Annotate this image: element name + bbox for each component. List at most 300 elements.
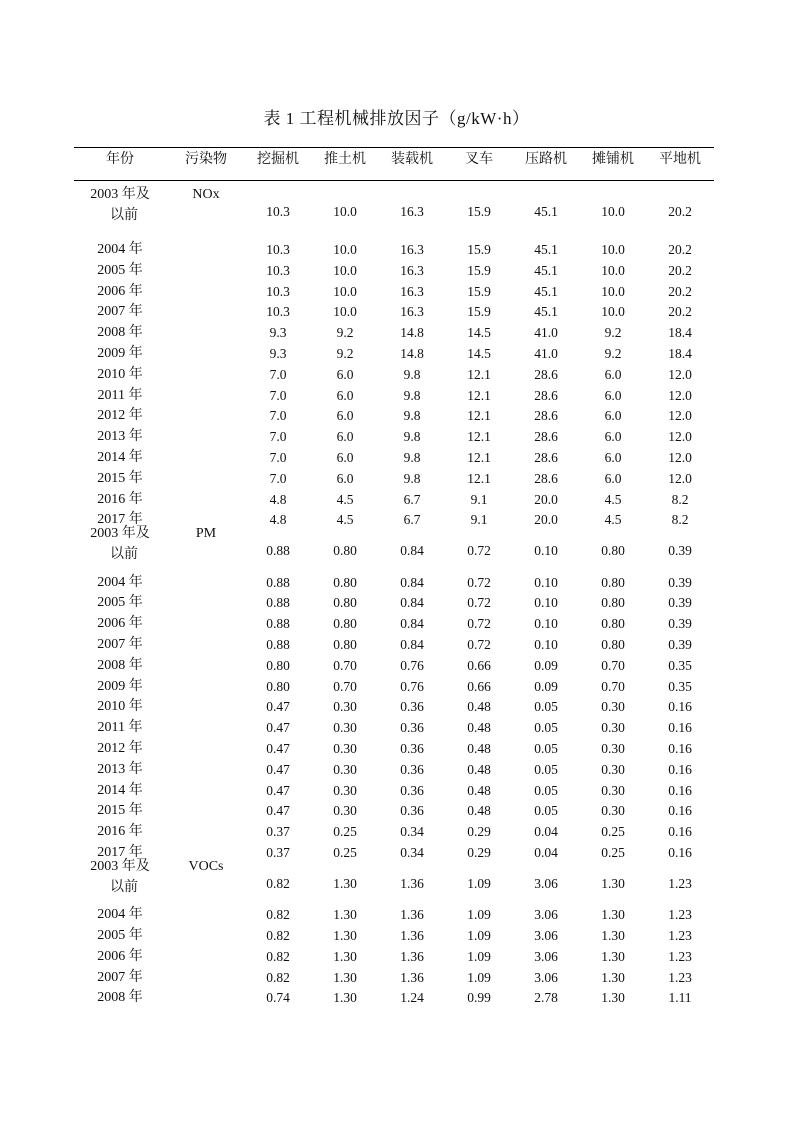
value-cell: 14.5 bbox=[467, 325, 491, 340]
value-cell: 12.0 bbox=[668, 450, 692, 465]
value-cell: 4.8 bbox=[269, 512, 287, 527]
table-title: 表 1 工程机械排放因子（g/kW·h） bbox=[263, 109, 530, 128]
year-cell: 2015 年 bbox=[97, 803, 143, 818]
value-cell: 10.0 bbox=[333, 242, 357, 257]
value-cell: 0.82 bbox=[266, 876, 290, 891]
value-cell: 1.30 bbox=[333, 928, 357, 943]
value-cell: 0.80 bbox=[333, 595, 357, 610]
value-cell: 3.06 bbox=[534, 949, 558, 964]
value-cell: 6.0 bbox=[336, 471, 354, 486]
value-cell: 10.3 bbox=[266, 263, 290, 278]
value-cell: 0.39 bbox=[668, 575, 692, 590]
value-cell: 20.2 bbox=[668, 304, 692, 319]
value-cell: 10.0 bbox=[601, 304, 625, 319]
value-cell: 0.36 bbox=[400, 783, 424, 798]
value-cell: 28.6 bbox=[534, 388, 558, 403]
value-cell: 1.24 bbox=[400, 990, 424, 1005]
value-cell: 0.84 bbox=[400, 575, 424, 590]
value-cell: 1.30 bbox=[333, 907, 357, 922]
value-cell: 16.3 bbox=[400, 284, 424, 299]
value-cell: 0.48 bbox=[467, 699, 491, 714]
value-cell: 0.29 bbox=[467, 824, 491, 839]
value-cell: 9.8 bbox=[403, 429, 421, 444]
value-cell: 0.16 bbox=[668, 783, 692, 798]
value-cell: 28.6 bbox=[534, 367, 558, 382]
value-cell: 10.0 bbox=[333, 284, 357, 299]
value-cell: 8.2 bbox=[671, 492, 689, 507]
value-cell: 0.48 bbox=[467, 783, 491, 798]
value-cell: 7.0 bbox=[269, 429, 287, 444]
value-cell: 0.88 bbox=[266, 616, 290, 631]
value-cell: 0.80 bbox=[333, 637, 357, 652]
value-cell: 0.66 bbox=[467, 658, 491, 673]
value-cell: 0.39 bbox=[668, 637, 692, 652]
value-cell: 6.0 bbox=[604, 367, 622, 382]
value-cell: 6.0 bbox=[604, 408, 622, 423]
value-cell: 0.16 bbox=[668, 845, 692, 860]
value-cell: 0.84 bbox=[400, 595, 424, 610]
value-cell: 9.8 bbox=[403, 408, 421, 423]
value-cell: 7.0 bbox=[269, 388, 287, 403]
value-cell: 16.3 bbox=[400, 304, 424, 319]
value-cell: 0.72 bbox=[467, 575, 491, 590]
value-cell: 41.0 bbox=[534, 346, 558, 361]
value-cell: 20.0 bbox=[534, 492, 558, 507]
value-cell: 10.3 bbox=[266, 304, 290, 319]
value-cell: 0.82 bbox=[266, 970, 290, 985]
value-cell: 0.05 bbox=[534, 720, 558, 735]
value-cell: 0.09 bbox=[534, 679, 558, 694]
value-cell: 16.3 bbox=[400, 242, 424, 257]
value-cell: 0.80 bbox=[601, 637, 625, 652]
value-cell: 10.0 bbox=[601, 284, 625, 299]
value-cell: 1.30 bbox=[601, 949, 625, 964]
value-cell: 0.47 bbox=[266, 699, 290, 714]
value-cell: 1.23 bbox=[668, 907, 692, 922]
column-header: 推土机 bbox=[324, 152, 366, 167]
value-cell: 0.80 bbox=[266, 658, 290, 673]
value-cell: 0.30 bbox=[333, 741, 357, 756]
value-cell: 0.25 bbox=[333, 824, 357, 839]
value-cell: 9.1 bbox=[470, 492, 488, 507]
year-cell: 2011 年 bbox=[97, 720, 143, 735]
column-header: 压路机 bbox=[525, 152, 567, 167]
value-cell: 20.2 bbox=[668, 204, 692, 219]
value-cell: 1.36 bbox=[400, 907, 424, 922]
value-cell: 0.35 bbox=[668, 679, 692, 694]
value-cell: 10.3 bbox=[266, 284, 290, 299]
value-cell: 9.2 bbox=[604, 346, 622, 361]
year-cell-continued: 以前 bbox=[110, 208, 138, 223]
value-cell: 12.0 bbox=[668, 471, 692, 486]
value-cell: 6.0 bbox=[604, 471, 622, 486]
value-cell: 1.23 bbox=[668, 949, 692, 964]
year-cell: 2008 年 bbox=[97, 990, 143, 1005]
value-cell: 1.30 bbox=[601, 876, 625, 891]
year-cell: 2011 年 bbox=[97, 388, 143, 403]
value-cell: 0.70 bbox=[333, 679, 357, 694]
year-cell: 2013 年 bbox=[97, 762, 143, 777]
value-cell: 0.70 bbox=[601, 658, 625, 673]
value-cell: 1.30 bbox=[601, 990, 625, 1005]
pollutant-cell: NOx bbox=[192, 187, 220, 202]
year-cell: 2013 年 bbox=[97, 429, 143, 444]
value-cell: 0.36 bbox=[400, 699, 424, 714]
year-cell: 2012 年 bbox=[97, 408, 143, 423]
value-cell: 0.66 bbox=[467, 679, 491, 694]
column-header: 污染物 bbox=[185, 152, 227, 167]
value-cell: 0.48 bbox=[467, 720, 491, 735]
value-cell: 0.30 bbox=[333, 762, 357, 777]
year-cell: 2010 年 bbox=[97, 367, 143, 382]
value-cell: 3.06 bbox=[534, 928, 558, 943]
value-cell: 0.88 bbox=[266, 543, 290, 558]
value-cell: 9.8 bbox=[403, 471, 421, 486]
year-cell-continued: 以前 bbox=[110, 880, 138, 895]
value-cell: 0.30 bbox=[333, 803, 357, 818]
value-cell: 4.5 bbox=[336, 492, 354, 507]
value-cell: 0.29 bbox=[467, 845, 491, 860]
year-cell: 2005 年 bbox=[97, 595, 143, 610]
value-cell: 10.0 bbox=[601, 263, 625, 278]
value-cell: 6.0 bbox=[604, 429, 622, 444]
value-cell: 0.36 bbox=[400, 762, 424, 777]
value-cell: 16.3 bbox=[400, 263, 424, 278]
value-cell: 0.36 bbox=[400, 803, 424, 818]
value-cell: 0.48 bbox=[467, 803, 491, 818]
value-cell: 1.30 bbox=[601, 928, 625, 943]
value-cell: 3.06 bbox=[534, 970, 558, 985]
value-cell: 0.88 bbox=[266, 575, 290, 590]
column-header: 挖掘机 bbox=[257, 152, 299, 167]
value-cell: 4.5 bbox=[336, 512, 354, 527]
value-cell: 9.3 bbox=[269, 325, 287, 340]
value-cell: 12.1 bbox=[467, 388, 491, 403]
value-cell: 12.0 bbox=[668, 388, 692, 403]
value-cell: 0.39 bbox=[668, 595, 692, 610]
column-header: 装载机 bbox=[391, 152, 433, 167]
value-cell: 6.0 bbox=[336, 429, 354, 444]
value-cell: 0.10 bbox=[534, 543, 558, 558]
value-cell: 1.09 bbox=[467, 907, 491, 922]
value-cell: 0.16 bbox=[668, 803, 692, 818]
year-cell: 2007 年 bbox=[97, 637, 143, 652]
year-cell: 2006 年 bbox=[97, 284, 143, 299]
value-cell: 0.05 bbox=[534, 762, 558, 777]
value-cell: 20.2 bbox=[668, 284, 692, 299]
table-top-rule bbox=[74, 147, 714, 148]
value-cell: 6.0 bbox=[604, 450, 622, 465]
value-cell: 12.1 bbox=[467, 429, 491, 444]
value-cell: 0.05 bbox=[534, 741, 558, 756]
value-cell: 0.05 bbox=[534, 783, 558, 798]
value-cell: 0.80 bbox=[333, 575, 357, 590]
value-cell: 0.39 bbox=[668, 543, 692, 558]
value-cell: 9.8 bbox=[403, 367, 421, 382]
value-cell: 10.3 bbox=[266, 242, 290, 257]
value-cell: 1.30 bbox=[333, 990, 357, 1005]
value-cell: 1.36 bbox=[400, 970, 424, 985]
table-header-rule bbox=[74, 180, 714, 181]
value-cell: 0.30 bbox=[601, 699, 625, 714]
value-cell: 0.30 bbox=[601, 783, 625, 798]
value-cell: 1.09 bbox=[467, 970, 491, 985]
year-cell-continued: 以前 bbox=[110, 547, 138, 562]
year-cell: 2003 年及 bbox=[90, 526, 150, 541]
value-cell: 0.30 bbox=[601, 803, 625, 818]
value-cell: 0.76 bbox=[400, 658, 424, 673]
value-cell: 0.70 bbox=[601, 679, 625, 694]
value-cell: 41.0 bbox=[534, 325, 558, 340]
value-cell: 7.0 bbox=[269, 408, 287, 423]
value-cell: 15.9 bbox=[467, 304, 491, 319]
value-cell: 12.0 bbox=[668, 408, 692, 423]
value-cell: 0.10 bbox=[534, 595, 558, 610]
value-cell: 0.80 bbox=[601, 543, 625, 558]
value-cell: 0.30 bbox=[333, 699, 357, 714]
value-cell: 0.80 bbox=[601, 595, 625, 610]
year-cell: 2014 年 bbox=[97, 450, 143, 465]
value-cell: 0.16 bbox=[668, 720, 692, 735]
value-cell: 1.30 bbox=[333, 949, 357, 964]
value-cell: 0.25 bbox=[601, 824, 625, 839]
value-cell: 0.80 bbox=[266, 679, 290, 694]
value-cell: 9.8 bbox=[403, 450, 421, 465]
value-cell: 10.3 bbox=[266, 204, 290, 219]
value-cell: 28.6 bbox=[534, 471, 558, 486]
value-cell: 1.36 bbox=[400, 949, 424, 964]
value-cell: 0.30 bbox=[601, 720, 625, 735]
value-cell: 1.09 bbox=[467, 928, 491, 943]
year-cell: 2016 年 bbox=[97, 824, 143, 839]
value-cell: 10.0 bbox=[601, 242, 625, 257]
value-cell: 0.34 bbox=[400, 824, 424, 839]
value-cell: 0.30 bbox=[333, 720, 357, 735]
value-cell: 15.9 bbox=[467, 284, 491, 299]
value-cell: 45.1 bbox=[534, 204, 558, 219]
value-cell: 2.78 bbox=[534, 990, 558, 1005]
value-cell: 45.1 bbox=[534, 242, 558, 257]
year-cell: 2009 年 bbox=[97, 346, 143, 361]
value-cell: 0.72 bbox=[467, 595, 491, 610]
year-cell: 2016 年 bbox=[97, 492, 143, 507]
value-cell: 4.5 bbox=[604, 512, 622, 527]
column-header: 叉车 bbox=[465, 152, 493, 167]
value-cell: 0.09 bbox=[534, 658, 558, 673]
value-cell: 14.5 bbox=[467, 346, 491, 361]
value-cell: 0.84 bbox=[400, 543, 424, 558]
value-cell: 12.1 bbox=[467, 367, 491, 382]
value-cell: 0.16 bbox=[668, 824, 692, 839]
value-cell: 0.25 bbox=[601, 845, 625, 860]
value-cell: 0.47 bbox=[266, 783, 290, 798]
value-cell: 0.47 bbox=[266, 741, 290, 756]
value-cell: 0.70 bbox=[333, 658, 357, 673]
value-cell: 0.72 bbox=[467, 543, 491, 558]
value-cell: 6.0 bbox=[604, 388, 622, 403]
value-cell: 45.1 bbox=[534, 304, 558, 319]
year-cell: 2012 年 bbox=[97, 741, 143, 756]
value-cell: 0.72 bbox=[467, 637, 491, 652]
value-cell: 16.3 bbox=[400, 204, 424, 219]
value-cell: 12.1 bbox=[467, 408, 491, 423]
year-cell: 2007 年 bbox=[97, 970, 143, 985]
value-cell: 0.16 bbox=[668, 762, 692, 777]
year-cell: 2004 年 bbox=[97, 575, 143, 590]
value-cell: 0.36 bbox=[400, 741, 424, 756]
year-cell: 2008 年 bbox=[97, 658, 143, 673]
value-cell: 20.2 bbox=[668, 263, 692, 278]
value-cell: 0.34 bbox=[400, 845, 424, 860]
value-cell: 0.48 bbox=[467, 741, 491, 756]
year-cell: 2010 年 bbox=[97, 699, 143, 714]
value-cell: 0.84 bbox=[400, 616, 424, 631]
value-cell: 0.04 bbox=[534, 845, 558, 860]
value-cell: 7.0 bbox=[269, 471, 287, 486]
value-cell: 0.37 bbox=[266, 845, 290, 860]
value-cell: 0.04 bbox=[534, 824, 558, 839]
value-cell: 0.30 bbox=[601, 741, 625, 756]
value-cell: 1.36 bbox=[400, 876, 424, 891]
value-cell: 0.10 bbox=[534, 637, 558, 652]
value-cell: 0.10 bbox=[534, 575, 558, 590]
value-cell: 15.9 bbox=[467, 204, 491, 219]
value-cell: 0.35 bbox=[668, 658, 692, 673]
value-cell: 1.30 bbox=[601, 907, 625, 922]
value-cell: 0.48 bbox=[467, 762, 491, 777]
year-cell: 2003 年及 bbox=[90, 859, 150, 874]
value-cell: 45.1 bbox=[534, 263, 558, 278]
value-cell: 9.1 bbox=[470, 512, 488, 527]
value-cell: 28.6 bbox=[534, 450, 558, 465]
value-cell: 0.36 bbox=[400, 720, 424, 735]
value-cell: 0.82 bbox=[266, 907, 290, 922]
value-cell: 6.0 bbox=[336, 408, 354, 423]
value-cell: 28.6 bbox=[534, 429, 558, 444]
value-cell: 1.36 bbox=[400, 928, 424, 943]
value-cell: 0.80 bbox=[333, 616, 357, 631]
value-cell: 6.0 bbox=[336, 367, 354, 382]
value-cell: 0.80 bbox=[333, 543, 357, 558]
value-cell: 0.05 bbox=[534, 699, 558, 714]
value-cell: 7.0 bbox=[269, 450, 287, 465]
value-cell: 9.2 bbox=[336, 346, 354, 361]
value-cell: 4.8 bbox=[269, 492, 287, 507]
year-cell: 2006 年 bbox=[97, 616, 143, 631]
value-cell: 0.76 bbox=[400, 679, 424, 694]
value-cell: 0.72 bbox=[467, 616, 491, 631]
value-cell: 0.80 bbox=[601, 616, 625, 631]
year-cell: 2008 年 bbox=[97, 325, 143, 340]
value-cell: 0.30 bbox=[601, 762, 625, 777]
value-cell: 0.82 bbox=[266, 949, 290, 964]
value-cell: 6.7 bbox=[403, 512, 421, 527]
value-cell: 1.09 bbox=[467, 949, 491, 964]
value-cell: 10.0 bbox=[333, 263, 357, 278]
column-header: 年份 bbox=[106, 152, 134, 167]
value-cell: 20.0 bbox=[534, 512, 558, 527]
value-cell: 0.47 bbox=[266, 720, 290, 735]
value-cell: 0.37 bbox=[266, 824, 290, 839]
value-cell: 6.0 bbox=[336, 450, 354, 465]
value-cell: 28.6 bbox=[534, 408, 558, 423]
year-cell: 2014 年 bbox=[97, 783, 143, 798]
value-cell: 12.0 bbox=[668, 367, 692, 382]
value-cell: 12.0 bbox=[668, 429, 692, 444]
value-cell: 15.9 bbox=[467, 242, 491, 257]
value-cell: 0.74 bbox=[266, 990, 290, 1005]
value-cell: 9.2 bbox=[604, 325, 622, 340]
value-cell: 1.23 bbox=[668, 970, 692, 985]
value-cell: 1.11 bbox=[668, 990, 692, 1005]
value-cell: 0.47 bbox=[266, 803, 290, 818]
value-cell: 1.30 bbox=[333, 970, 357, 985]
value-cell: 0.84 bbox=[400, 637, 424, 652]
year-cell: 2005 年 bbox=[97, 928, 143, 943]
value-cell: 14.8 bbox=[400, 346, 424, 361]
value-cell: 0.80 bbox=[601, 575, 625, 590]
value-cell: 0.82 bbox=[266, 928, 290, 943]
value-cell: 0.88 bbox=[266, 637, 290, 652]
value-cell: 9.2 bbox=[336, 325, 354, 340]
value-cell: 14.8 bbox=[400, 325, 424, 340]
value-cell: 6.0 bbox=[336, 388, 354, 403]
column-header: 摊铺机 bbox=[592, 152, 634, 167]
pollutant-cell: PM bbox=[195, 526, 217, 541]
value-cell: 3.06 bbox=[534, 907, 558, 922]
value-cell: 1.23 bbox=[668, 928, 692, 943]
value-cell: 0.30 bbox=[333, 783, 357, 798]
year-cell: 2009 年 bbox=[97, 679, 143, 694]
year-cell: 2017 年 bbox=[97, 845, 143, 860]
value-cell: 45.1 bbox=[534, 284, 558, 299]
year-cell: 2004 年 bbox=[97, 242, 143, 257]
value-cell: 10.0 bbox=[333, 304, 357, 319]
value-cell: 18.4 bbox=[668, 325, 692, 340]
value-cell: 9.3 bbox=[269, 346, 287, 361]
value-cell: 20.2 bbox=[668, 242, 692, 257]
year-cell: 2015 年 bbox=[97, 471, 143, 486]
year-cell: 2004 年 bbox=[97, 907, 143, 922]
value-cell: 0.25 bbox=[333, 845, 357, 860]
value-cell: 1.09 bbox=[467, 876, 491, 891]
column-header: 平地机 bbox=[659, 152, 701, 167]
value-cell: 0.47 bbox=[266, 762, 290, 777]
value-cell: 0.88 bbox=[266, 595, 290, 610]
value-cell: 0.99 bbox=[467, 990, 491, 1005]
value-cell: 3.06 bbox=[534, 876, 558, 891]
value-cell: 10.0 bbox=[601, 204, 625, 219]
year-cell: 2017 年 bbox=[97, 512, 143, 527]
value-cell: 1.23 bbox=[668, 876, 692, 891]
value-cell: 10.0 bbox=[333, 204, 357, 219]
value-cell: 0.16 bbox=[668, 699, 692, 714]
year-cell: 2003 年及 bbox=[90, 187, 150, 202]
pollutant-cell: VOCs bbox=[188, 859, 224, 874]
value-cell: 1.30 bbox=[333, 876, 357, 891]
year-cell: 2007 年 bbox=[97, 304, 143, 319]
value-cell: 15.9 bbox=[467, 263, 491, 278]
value-cell: 6.7 bbox=[403, 492, 421, 507]
value-cell: 1.30 bbox=[601, 970, 625, 985]
value-cell: 12.1 bbox=[467, 450, 491, 465]
year-cell: 2005 年 bbox=[97, 263, 143, 278]
value-cell: 0.05 bbox=[534, 803, 558, 818]
value-cell: 12.1 bbox=[467, 471, 491, 486]
value-cell: 9.8 bbox=[403, 388, 421, 403]
value-cell: 0.10 bbox=[534, 616, 558, 631]
value-cell: 0.16 bbox=[668, 741, 692, 756]
